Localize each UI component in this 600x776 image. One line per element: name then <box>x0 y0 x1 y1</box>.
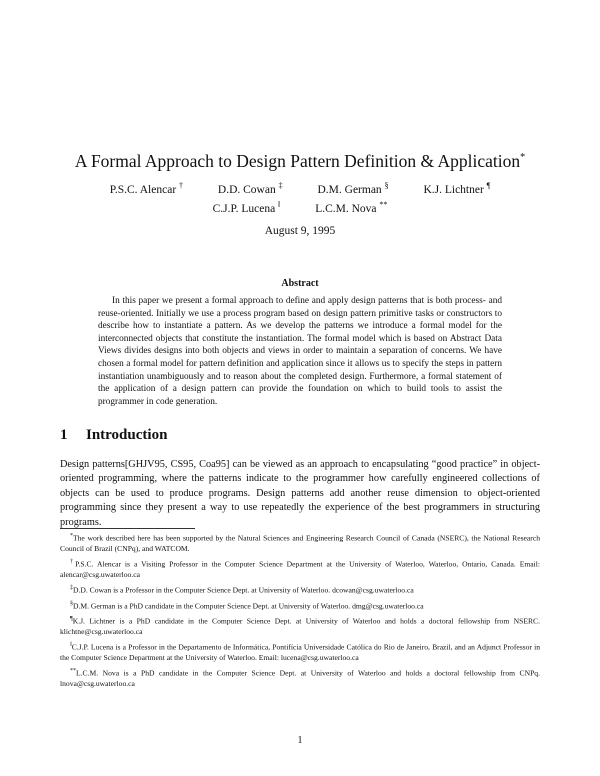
footnote: *The work described here has been supported by the Natural Sciences and Engineering Research Council of Canada (NSERC), the National Research Council of Brazil (CNPq), and WATCOM. <box>60 533 540 554</box>
author: D.D. Cowan ‡ <box>217 181 283 196</box>
section-title: Introduction <box>86 427 168 443</box>
author: K.J. Lichtner ¶ <box>423 181 491 196</box>
footnote: **L.C.M. Nova is a PhD candidate in the Computer Science Dept. at University of Waterloo and holds a doctoral fellowship from CNPq. lnova@csg.uwaterloo.ca <box>60 668 540 689</box>
author-row-1 <box>40 181 560 196</box>
abstract-heading: Abstract <box>281 278 319 289</box>
title-footnote-mark: * <box>520 152 526 163</box>
footnote: §D.M. German is a PhD candidate in the Computer Science Dept. at University of Waterloo. dmg@csg.uwaterloo.ca <box>70 600 424 611</box>
abstract-text: In this paper we present a formal approach to define and apply design patterns that is both process- and reuse-oriented. Initially we use a process program based on design pattern primitive tasks or constructors to describe how to instantiate a pattern. As we develop the patterns we introduce a formal model for the interconnected objects that constitute the instantiation. The formal model which is based on Abstract Data Views divides designs into both objects and views in order to maintain a separation of concerns. We have chosen a formal model for pattern definition and application since it allows us to specify the steps in pattern instantiation unambiguously and to reason about the completed design. Furthermore, a formal statement of the application of a design pattern can provide the foundation on which to build tools to assist the programmer in code generation. <box>98 296 502 407</box>
section-heading <box>60 427 167 444</box>
author-row-2 <box>40 200 560 215</box>
footnote: ‖C.J.P. Lucena is a Professor in the Departamento de Informática, Pontifícia Universidade Católica do Rio de Janeiro, Brazil, and an Adjunct Professor in the Computer Science Department at the University of Waterloo. Email: lucena@csg.uwaterloo.ca <box>60 642 540 663</box>
intro-paragraph: Design patterns[GHJV95, CS95, Coa95] can be viewed as an approach to encapsulating “good practice” in object-oriented programming, where the patterns indicate to the programmer how carefully engineered collections of objects can be used to produce programs. Design patterns add another reuse dimension to object-oriented programming since they present a way to use repeatedly the experience of the best programmers in structuring programs. <box>60 459 540 528</box>
footnote: †P.S.C. Alencar is a Visiting Professor in the Computer Science Department at the University of Waterloo, Waterloo, Ontario, Canada. Email: alencar@csg.uwaterloo.ca <box>60 559 541 580</box>
footnotes <box>60 531 540 692</box>
footnote-rule <box>60 528 195 529</box>
paper-date: August 9, 1995 <box>264 225 336 237</box>
author: D.M. German § <box>317 181 389 196</box>
author: C.J.P. Lucena ‖ <box>212 200 281 215</box>
page-number: 1 <box>297 735 303 746</box>
author: L.C.M. Nova ** <box>315 200 388 215</box>
title-text: A Formal Approach to Design Pattern Definition & Application <box>74 150 521 171</box>
footnote: ¶K.J. Lichtner is a PhD candidate in the Computer Science Dept. at University of Waterloo and holds a doctoral fellowship from NSERC. klichtne@csg.uwaterloo.ca <box>60 615 540 637</box>
author: P.S.C. Alencar † <box>109 181 184 196</box>
footnote: ‡D.D. Cowan is a Professor in the Computer Science Dept. at University of Waterloo. dcowan@csg.uwaterloo.ca <box>70 585 414 595</box>
paper-title <box>40 147 560 172</box>
section-number: 1 <box>60 427 68 443</box>
